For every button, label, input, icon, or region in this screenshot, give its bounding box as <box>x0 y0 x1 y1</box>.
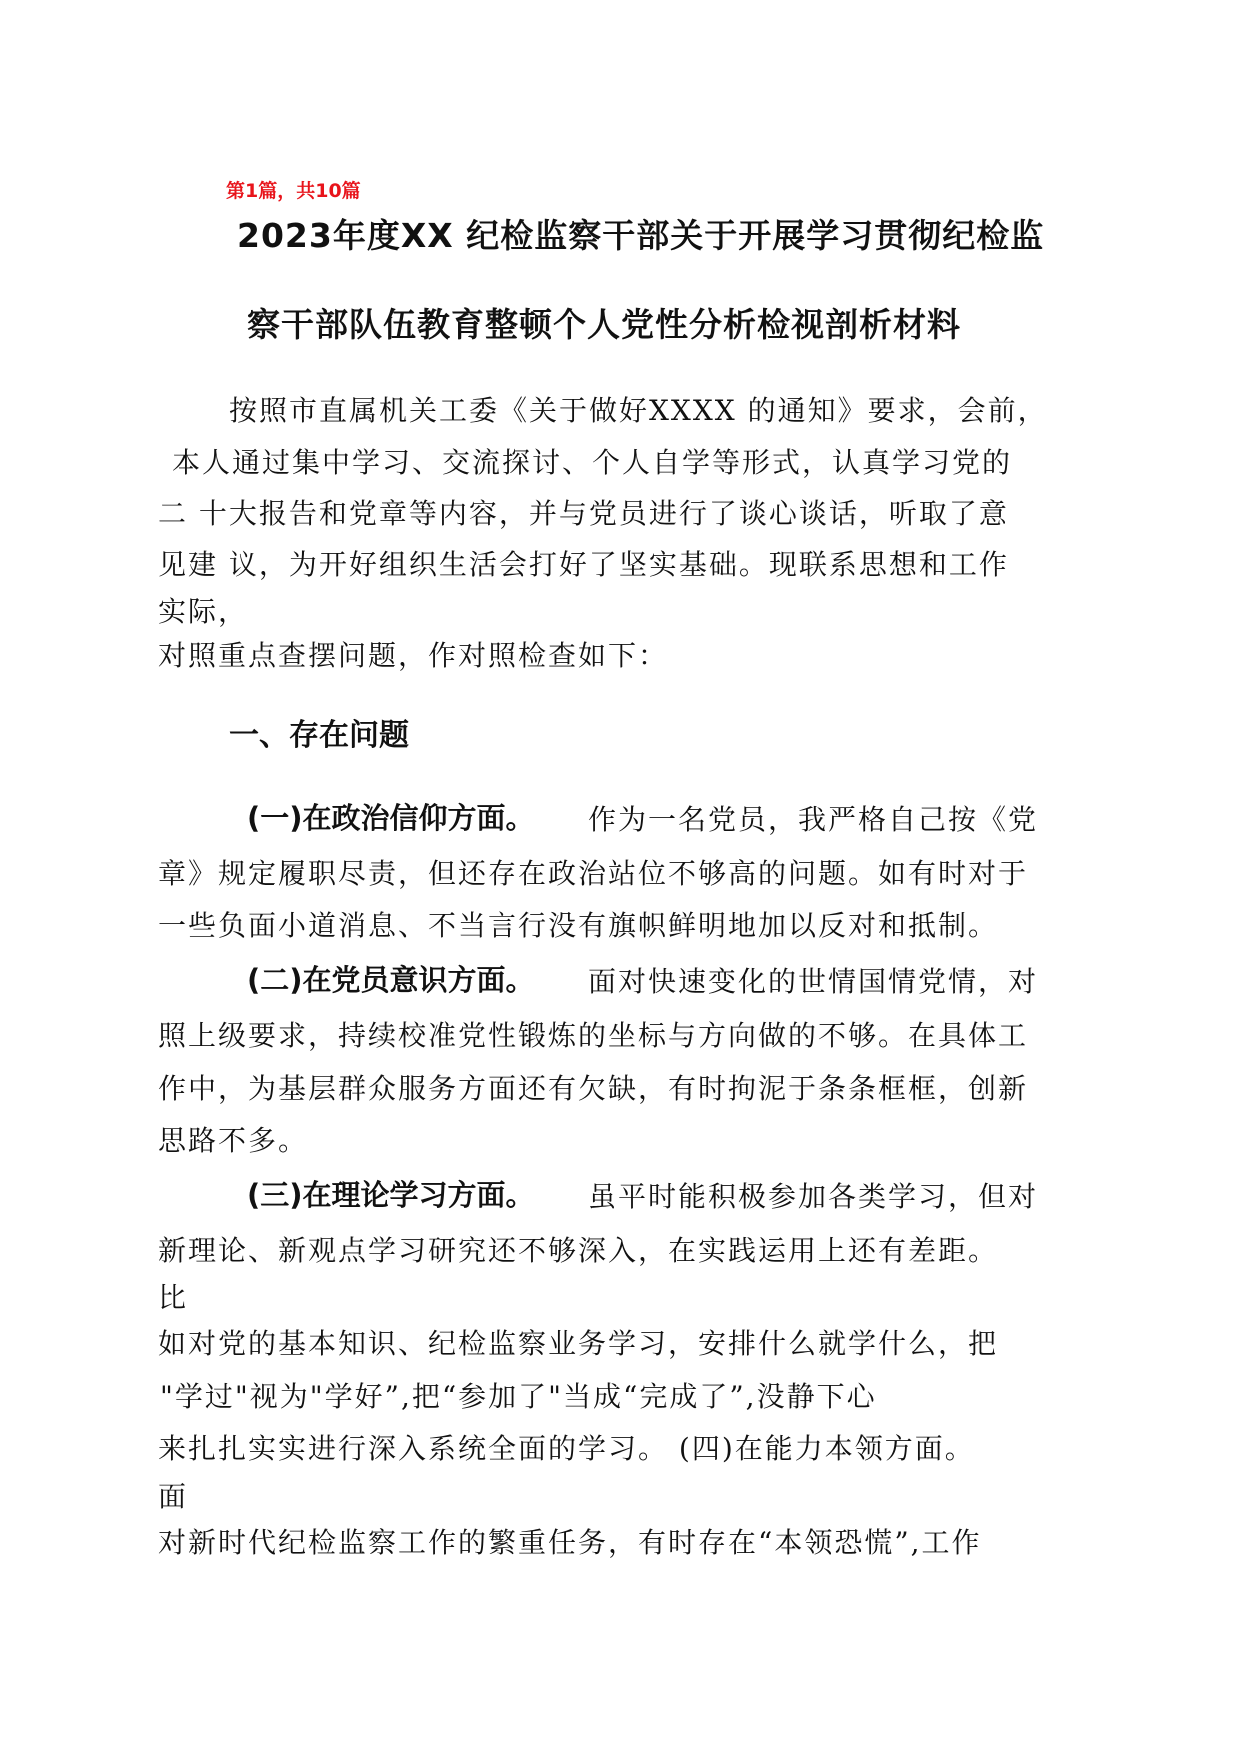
item-1-line: 一些负面小道消息、不当言行没有旗帜鲜明地加以反对和抵制。 <box>158 909 999 942</box>
item-1-line: 作为一名党员，我严格自己按《党 <box>588 803 1039 836</box>
intro-line: 对照重点查摆问题，作对照检查如下： <box>158 639 669 672</box>
document-title-line-2: 察干部队伍教育整顿个人党性分析检视剖析材料 <box>247 305 961 344</box>
item-3-line: 面 <box>158 1480 189 1513</box>
intro-line: 见建 议，为开好组织生活会打好了坚实基础。现联系思想和工作 <box>158 548 1009 581</box>
intro-line: 实际， <box>158 595 249 628</box>
document-title-line-1: 2023年度XX 纪检监察干部关于开展学习贯彻纪检监 <box>237 216 1045 255</box>
item-2-line: 照上级要求，持续校准党性锻炼的坐标与方向做的不够。在具体工 <box>158 1019 1029 1052</box>
item-heading-3: (三)在理论学习方面。 <box>247 1178 535 1212</box>
item-3-line: 比 <box>158 1281 189 1314</box>
item-3-line: 虽平时能积极参加各类学习，但对 <box>588 1180 1039 1213</box>
intro-line: 按照市直属机关工委《关于做好XXXX 的通知》要求，会前， <box>229 394 1048 427</box>
item-2-line: 思路不多。 <box>158 1124 309 1157</box>
item-2-line: 面对快速变化的世情国情党情，对 <box>588 965 1039 998</box>
page-counter: 第1篇，共10篇 <box>226 180 361 202</box>
item-heading-2: (二)在党员意识方面。 <box>247 963 535 997</box>
intro-line: 本人通过集中学习、交流探讨、个人自学等形式，认真学习党的 <box>172 446 1013 479</box>
intro-line: 二 十大报告和党章等内容，并与党员进行了谈心谈话，听取了意 <box>158 497 1009 530</box>
item-1-line: 章》规定履职尽责，但还存在政治站位不够高的问题。如有时对于 <box>158 857 1029 890</box>
item-3-line: 如对党的基本知识、纪检监察业务学习，安排什么就学什么，把 <box>158 1327 999 1360</box>
item-3-line: 对新时代纪检监察工作的繁重任务，有时存在“本领恐慌”,工作 <box>158 1526 982 1559</box>
item-2-line: 作中，为基层群众服务方面还有欠缺，有时拘泥于条条框框，创新 <box>158 1072 1029 1105</box>
item-3-line: 来扎扎实实进行深入系统全面的学习。 (四)在能力本领方面。 <box>158 1432 975 1465</box>
item-heading-1: (一)在政治信仰方面。 <box>247 801 535 835</box>
section-heading: 一、存在问题 <box>229 718 409 753</box>
item-3-line: "学过"视为"学好”,把“参加了"当成“完成了”,没静下心 <box>160 1380 877 1413</box>
item-3-line: 新理论、新观点学习研究还不够深入，在实践运用上还有差距。 <box>158 1234 999 1267</box>
